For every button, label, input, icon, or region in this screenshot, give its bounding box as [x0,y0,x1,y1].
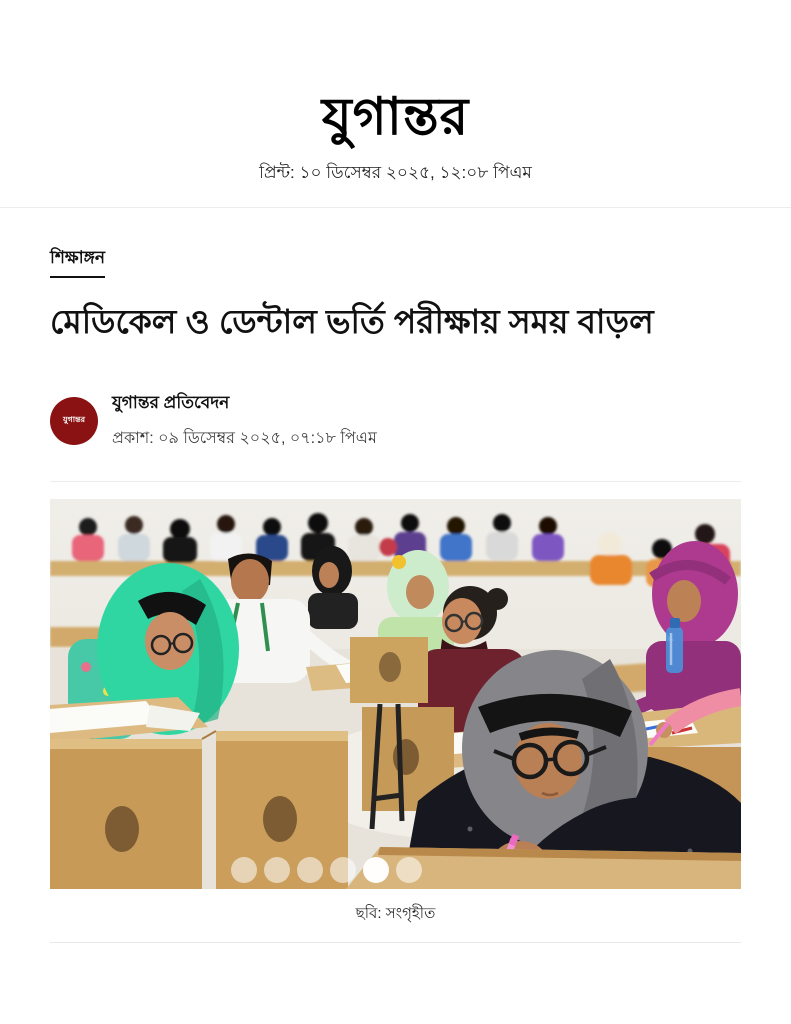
carousel-dot[interactable] [297,857,323,883]
photo-caption: ছবি: সংগৃহীত [355,904,436,922]
jugantor-logo: যুগান্তর [321,86,470,147]
publish-timestamp: প্রকাশ: ০৯ ডিসেম্বর ২০২৫, ০৭:১৮ পিএম [112,429,377,447]
article-headline: মেডিকেল ও ডেন্টাল ভর্তি পরীক্ষায় সময় বাড়ল [50,303,654,340]
carousel-dot[interactable] [231,857,257,883]
carousel-dot[interactable] [396,857,422,883]
category-link[interactable]: শিক্ষাঙ্গন [50,245,105,278]
article-photo [50,499,741,889]
carousel-dots [231,857,422,883]
author-row [50,390,741,452]
carousel-dot[interactable] [264,857,290,883]
header-divider [0,207,791,208]
carousel-dot[interactable] [330,857,356,883]
carousel-dot[interactable] [363,857,389,883]
author-avatar [50,397,98,445]
author-name: যুগান্তর প্রতিবেদন [112,392,230,412]
avatar-logo-text: যুগান্তর [62,415,86,425]
article-photo-illustration [50,499,741,889]
photo-caption-bar [50,889,741,943]
print-timestamp: প্রিন্ট: ১০ ডিসেম্বর ২০২৫, ১২:০৮ পিএম [259,163,532,182]
page-header [0,0,791,188]
figure-top-divider [50,481,741,482]
article-container [0,245,791,943]
